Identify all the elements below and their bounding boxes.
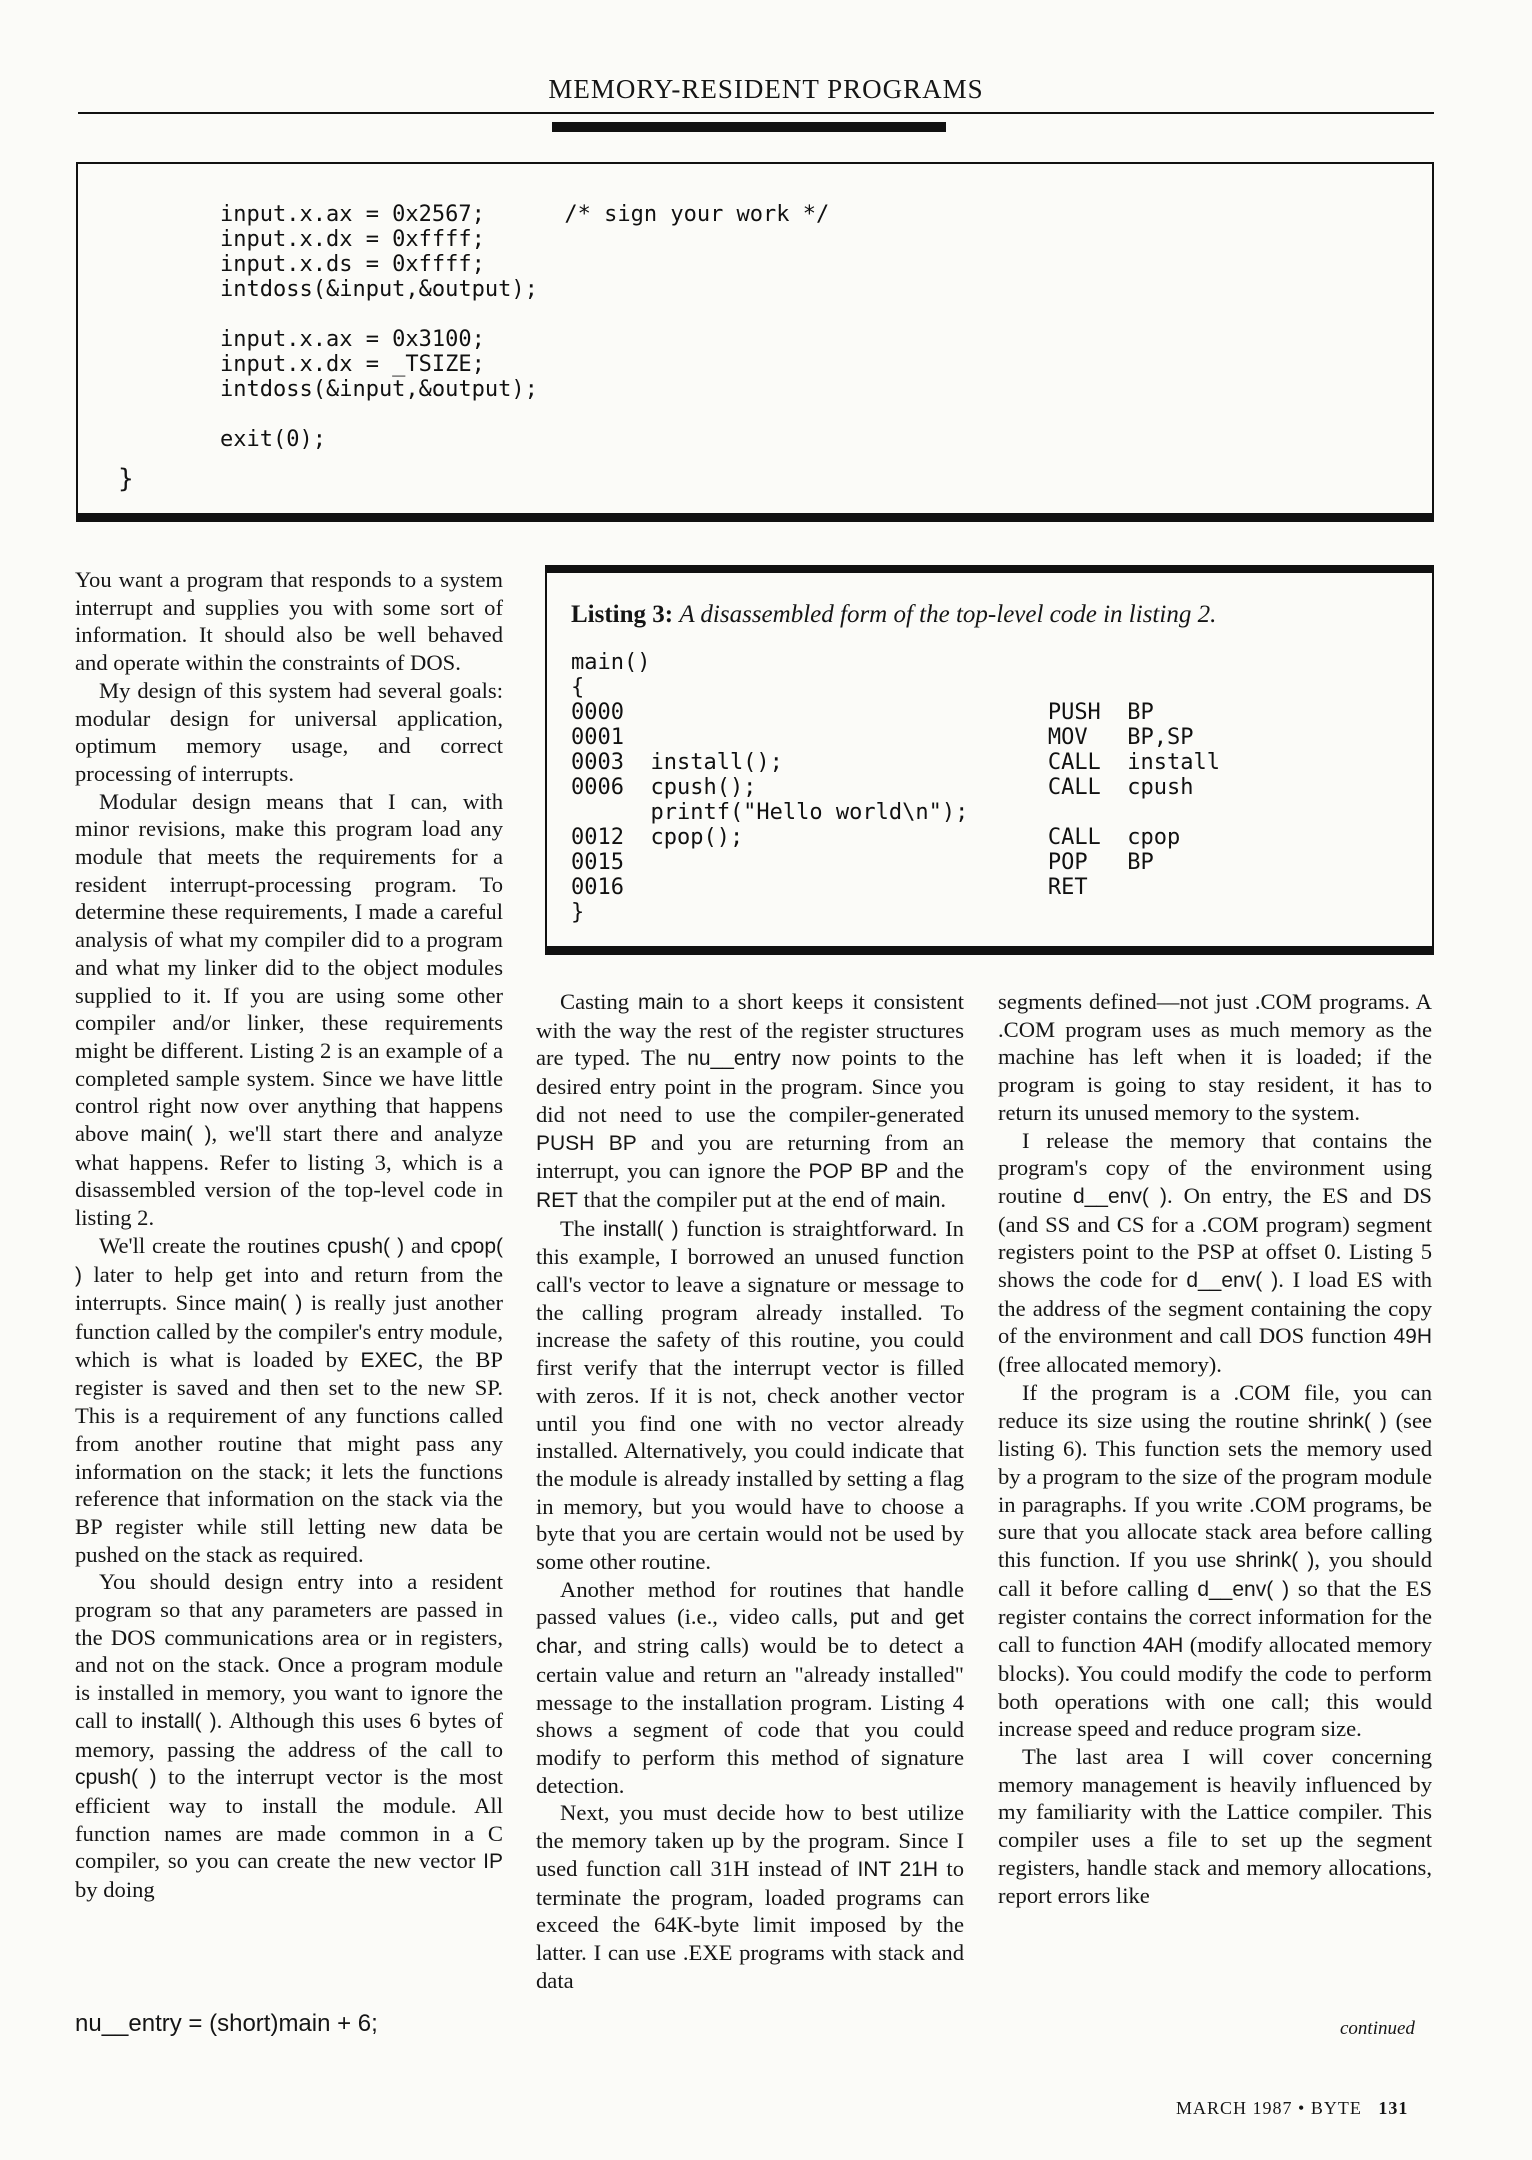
listing-3-code: main() { 0000 PUSH BP 0001 MOV BP,SP 0003 install(); CALL install 0006 cpush(); CALL cpush printf("Hello world\n"); 0012 cpop(); CALL cpop 0015 POP BP 0016 RET } (571, 650, 1221, 925)
paragraph: segments defined—not just .COM programs. A .COM program uses as much memory as the machine has left when it is loaded; if the program is going to stay resident, it has to return its unused memory to the system. (998, 989, 1432, 1125)
paragraph: Modular design means that I can, with minor revisions, make this program load any module that meets the requirements for a resident interrupt-processing program. To determine these requirements, I made a careful analysis of what my compiler did to a program and what my linker did to the object modules supplied to it. If you are using some other compiler and/or linker, these requirements might be different. Listing 2 is an example of a completed sample system. Since we have little control right now over anything that happens above main( ), we'll start there and analyze what happens. Refer to listing 3, which is a disassembled version of the top-level code in listing 2. (75, 788, 503, 1231)
paragraph: Another method for routines that handle passed values (i.e., video calls, put and get char, and string calls) would be to detect a certain value and return an "already installed" message to the installation program. Listing 4 shows a segment of code that you could modify to perform this method of signature detection. (536, 1576, 965, 1798)
column-2 (536, 988, 964, 1994)
header-bar (552, 122, 946, 132)
paragraph: You should design entry into a resident program so that any parameters are passed in the DOS communications area or in registers, and not on the stack. Once a program module is installed in memory, you want to ignore the call to install( ). Although this uses 6 bytes of memory, passing the address of the call to cpush( ) to the interrupt vector is the most efficient way to install the module. All function names are made common in a C compiler, so you can create the new vector IP by doing (75, 1569, 504, 1903)
continued-note: continued (1340, 2018, 1415, 2039)
closing-brace: } (118, 464, 134, 494)
listing-3-caption: A disassembled form of the top-level code in listing 2. (679, 601, 1217, 628)
paragraph: You want a program that responds to a system interrupt and supplies you with some sort of information. It should also be well behaved and operate within the constraints of DOS. (75, 567, 503, 676)
page-number: 131 (1378, 2098, 1409, 2118)
paragraph: My design of this system had several goals: modular design for universal application, optimum memory usage, and correct processing of interrupts. (75, 677, 503, 786)
listing-3-box (545, 565, 1434, 955)
paragraph: Casting main to a short keeps it consistent with the way the rest of the register structures are typed. The nu__entry now points to the desired entry point in the program. Since you did not need to use the compiler-generated PUSH BP and you are returning from an interrupt, you can ignore the POP BP and the RET that the compiler put at the end of main. (536, 989, 965, 1212)
paragraph: If the program is a .COM file, you can reduce its size using the routine shrink( ) (see listing 6). This function sets the memory used by a program to the size of the program module in paragraphs. If you write .COM programs, be sure that you allocate stack area before calling this function. If you use shrink( ), you should call it before calling d__env( ) so that the ES register contains the correct information for the call to function 4AH (modify allocated memory blocks). You could modify the code to perform both operations with one call; this would increase speed and reduce program size. (998, 1379, 1433, 1742)
paragraph: We'll create the routines cpush( ) and cpop( ) later to help get into and return from the interrupts. Since main( ) is really just another function called by the compiler's entry module, which is what is loaded by EXEC, the BP register is saved and then set to the new SP. This is a requirement of any functions called from another routine that might pass any information on the stack; it lets the functions reference that information on the stack via the BP register while still letting new data be pushed on the stack as required. (75, 1232, 504, 1567)
code-listing-box (76, 162, 1434, 522)
paragraph: I release the memory that contains the program's copy of the environment using routine d__env( ). On entry, the ES and DS (and SS and CS for a .COM program) segment registers point to the PSP at offset 0. Listing 5 shows the code for d__env( ). I load ES with the address of the segment containing the copy of the environment and call DOS function 49H (free allocated memory). (998, 1127, 1433, 1378)
listing-3-title (571, 601, 1216, 629)
page-footer (1176, 2098, 1408, 2119)
code-listing: input.x.ax = 0x2567; /* sign your work */ input.x.dx = 0xffff; input.x.ds = 0xffff; intdoss(&input,&output); input.x.ax = 0x3100; input.x.dx = _TSIZE; intdoss(&input,&output); exit(0); (220, 202, 830, 452)
column-3 (998, 988, 1432, 1909)
paragraph: The install( ) function is straightforward. In this example, I borrowed an unused function call's vector to leave a signature or message to the calling program already installed. To increase the safety of this routine, you could first verify that the interrupt vector is filled with zeros. If it is not, check another vector until you find one with no vector already installed. Alternatively, you could indicate that the module is already installed by setting a flag in memory, but you would have to choose a byte that you are certain would not be used by some other routine. (536, 1215, 964, 1575)
issue-label: MARCH 1987 • BYTE (1176, 2098, 1362, 2118)
column-1 (75, 566, 503, 1904)
paragraph: Next, you must decide how to best utilize the memory taken up by the program. Since I used function call 31H instead of INT 21H to terminate the program, loaded programs can exceed the 64K-byte limit imposed by the latter. I can use .EXE programs with stack and data (536, 1800, 964, 1993)
listing-3-label: Listing 3: (571, 601, 674, 628)
paragraph: The last area I will cover concerning memory management is heavily influenced by my familiarity with the Lattice compiler. This compiler uses a file to set up the segment registers, handle stack and memory allocations, report errors like (998, 1743, 1432, 1908)
running-header: MEMORY-RESIDENT PROGRAMS (548, 74, 984, 104)
equation: nu__entry = (short)main + 6; (75, 2010, 378, 2037)
header-rule (78, 112, 1434, 114)
